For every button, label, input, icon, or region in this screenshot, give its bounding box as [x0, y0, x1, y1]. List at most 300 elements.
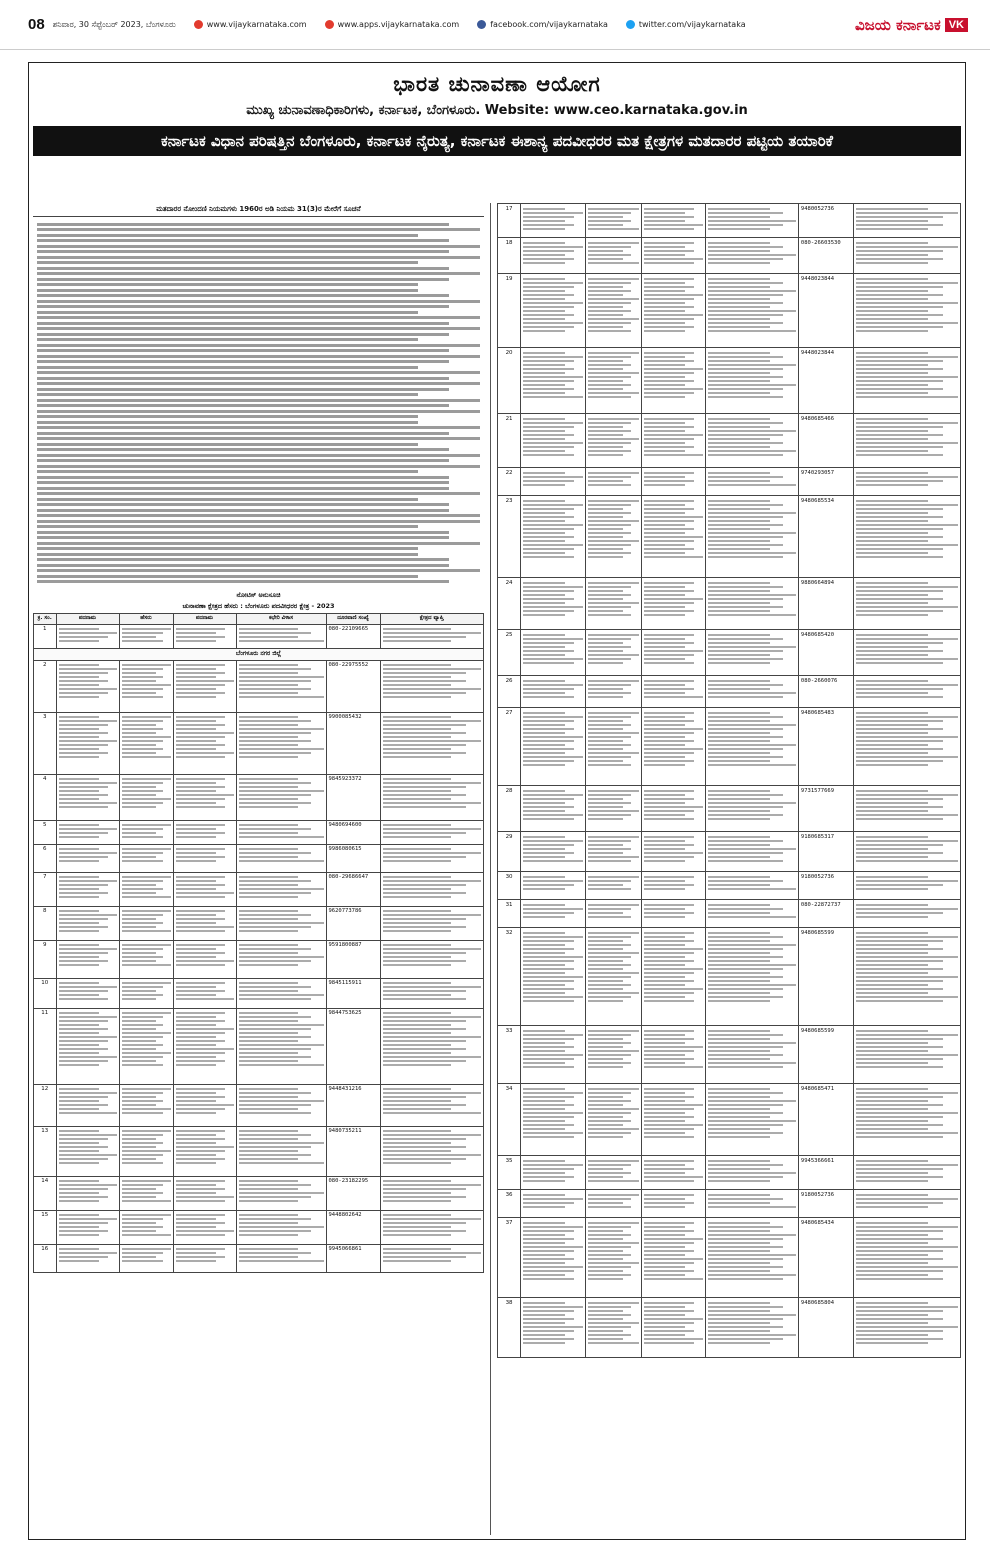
table-cell [706, 708, 799, 786]
table-cell [521, 1156, 586, 1190]
table-cell [173, 1126, 236, 1176]
globe-icon [194, 20, 203, 29]
district-label: ಬೆಂಗಳೂರು ನಗರ ಜಿಲ್ಲೆ [34, 648, 484, 660]
table-row [498, 1026, 961, 1084]
paragraph-text-line [37, 410, 480, 413]
paragraph-text-line [37, 558, 449, 561]
serial-number: 8 [34, 906, 57, 940]
paragraph-text-line [37, 393, 418, 396]
table-cell [706, 414, 799, 468]
phone-number: 9480685420 [798, 630, 854, 676]
phone-number: 9740293057 [798, 468, 854, 496]
phone-number: 9945066861 [326, 1244, 380, 1272]
phone-number: 9591800887 [326, 940, 380, 978]
table-cell [236, 820, 326, 844]
paragraph-text-line [37, 459, 449, 462]
paragraph-text-line [37, 509, 449, 512]
table-cell [641, 348, 706, 414]
twitter-link[interactable]: twitter.com/vijaykarnataka [626, 20, 746, 29]
paragraph-text-line [37, 575, 418, 578]
paragraph-text-line [37, 289, 418, 292]
table-cell [706, 832, 799, 872]
table-cell [173, 660, 236, 712]
paragraph-text-line [37, 239, 449, 242]
table-cell [56, 660, 119, 712]
table-cell [585, 1298, 641, 1358]
table-cell [585, 496, 641, 578]
paragraph-text-line [37, 256, 480, 259]
district-group-row [34, 648, 484, 660]
table-cell [521, 708, 586, 786]
paragraph-text-line [37, 250, 449, 253]
table-cell [854, 496, 961, 578]
table-cell [585, 832, 641, 872]
table-row [498, 872, 961, 900]
column-header: ದೂರವಾಣಿ ಸಂಖ್ಯೆ [326, 613, 380, 624]
table-cell [854, 274, 961, 348]
table-cell [173, 978, 236, 1008]
paragraph-text-line [37, 536, 449, 539]
paragraph-text-line [37, 432, 449, 435]
table-row [498, 578, 961, 630]
table-cell [119, 1176, 173, 1210]
table-cell [854, 348, 961, 414]
table-cell [706, 630, 799, 676]
column-header: ಕ್ಷೇತ್ರದ ವ್ಯಾಪ್ತಿ [380, 613, 484, 624]
serial-number: 30 [498, 872, 521, 900]
table-cell [56, 844, 119, 872]
column-header: ಹೆಸರು [119, 613, 173, 624]
phone-number: 080-22872737 [798, 900, 854, 928]
table-cell [521, 1190, 586, 1218]
table-cell [854, 786, 961, 832]
table-row [34, 1008, 484, 1084]
table-row [34, 1084, 484, 1126]
phone-number: 9180685317 [798, 832, 854, 872]
paragraph-text-line [37, 327, 480, 330]
table-row [34, 940, 484, 978]
phone-number: 9480685599 [798, 1026, 854, 1084]
table-cell [641, 1026, 706, 1084]
phone-number: 080-26603530 [798, 238, 854, 274]
paragraph-text-line [37, 437, 480, 440]
serial-number: 35 [498, 1156, 521, 1190]
table-row [498, 928, 961, 1026]
phone-number: 9480685599 [798, 928, 854, 1026]
phone-number: 080-29686647 [326, 872, 380, 906]
table-cell [585, 348, 641, 414]
phone-number: 9180052736 [798, 1190, 854, 1218]
table-cell [56, 906, 119, 940]
paragraph-text-line [37, 514, 480, 517]
paragraph-text-line [37, 223, 449, 226]
paragraph-text-line [37, 245, 480, 248]
table-cell [706, 900, 799, 928]
table-row [498, 274, 961, 348]
paragraph-text-line [37, 454, 480, 457]
table-row [498, 708, 961, 786]
table-cell [585, 1026, 641, 1084]
table-row [34, 820, 484, 844]
paragraph-text-line [37, 366, 418, 369]
phone-number: 9986080615 [326, 844, 380, 872]
table-row [34, 660, 484, 712]
table-cell [521, 1298, 586, 1358]
table-cell [854, 1218, 961, 1298]
table-cell [641, 1156, 706, 1190]
twitter-icon [626, 20, 635, 29]
paragraph-text-line [37, 349, 449, 352]
serial-number: 4 [34, 774, 57, 820]
table-cell [56, 872, 119, 906]
table-row [34, 624, 484, 648]
column-header: ಕಛೇರಿ ವಿಳಾಸ [236, 613, 326, 624]
table-cell [854, 900, 961, 928]
table-cell [854, 1298, 961, 1358]
table-row [498, 1156, 961, 1190]
table-cell [585, 1218, 641, 1298]
phone-number: 9845115911 [326, 978, 380, 1008]
table-cell [854, 1156, 961, 1190]
table-cell [119, 1008, 173, 1084]
paragraph-text-line [37, 569, 480, 572]
table-row [498, 676, 961, 708]
table-row [498, 204, 961, 238]
table-cell [173, 820, 236, 844]
serial-number: 29 [498, 832, 521, 872]
paragraph-text-line [37, 355, 480, 358]
paragraph-text-line [37, 404, 449, 407]
table-cell [380, 820, 484, 844]
serial-number: 36 [498, 1190, 521, 1218]
paragraph-text-line [37, 333, 449, 336]
serial-number: 25 [498, 630, 521, 676]
phone-number: 9480685804 [798, 1298, 854, 1358]
officers-table-right [497, 203, 961, 1358]
table-cell [380, 1126, 484, 1176]
table-cell [641, 1084, 706, 1156]
paragraph-text-line [37, 267, 449, 270]
table-row [498, 468, 961, 496]
table-cell [641, 1218, 706, 1298]
table-row [498, 348, 961, 414]
table-cell [521, 274, 586, 348]
table-cell [854, 1026, 961, 1084]
table-row [34, 872, 484, 906]
table-cell [173, 906, 236, 940]
serial-number: 38 [498, 1298, 521, 1358]
table-cell [706, 1156, 799, 1190]
paragraph-text-line [37, 272, 480, 275]
paragraph-text-line [37, 234, 418, 237]
phone-number: 080-22975552 [326, 660, 380, 712]
facebook-link[interactable]: facebook.com/vijaykarnataka [477, 20, 608, 29]
phone-number: 9480685483 [798, 708, 854, 786]
table-cell [854, 832, 961, 872]
phone-number: 9480052736 [798, 204, 854, 238]
serial-number: 12 [34, 1084, 57, 1126]
table-cell [380, 906, 484, 940]
table-cell [380, 712, 484, 774]
table-cell [585, 786, 641, 832]
serial-number: 15 [34, 1210, 57, 1244]
table-cell [236, 906, 326, 940]
table-cell [119, 940, 173, 978]
phone-number: 9845923372 [326, 774, 380, 820]
table-cell [706, 872, 799, 900]
table-cell [641, 238, 706, 274]
table-cell [641, 708, 706, 786]
table-row [34, 1126, 484, 1176]
table-cell [521, 1026, 586, 1084]
table-cell [173, 872, 236, 906]
table-cell [380, 978, 484, 1008]
table-cell [854, 238, 961, 274]
paragraph-text-line [37, 421, 418, 424]
newspaper-logo: ವಿಜಯ ಕರ್ನಾಟಕ VK [855, 16, 968, 34]
table-cell [236, 978, 326, 1008]
table-cell [641, 676, 706, 708]
paragraph-text-line [37, 261, 418, 264]
table-cell [706, 786, 799, 832]
left-column [33, 203, 491, 1535]
table-cell [706, 204, 799, 238]
table-cell [173, 1210, 236, 1244]
table-cell [173, 1008, 236, 1084]
table-cell [56, 624, 119, 648]
table-cell [854, 872, 961, 900]
table-cell [119, 844, 173, 872]
serial-number: 6 [34, 844, 57, 872]
table-cell [521, 238, 586, 274]
phone-number: 9448023844 [798, 348, 854, 414]
table-cell [236, 872, 326, 906]
table-cell [119, 660, 173, 712]
table-cell [173, 712, 236, 774]
serial-number: 26 [498, 676, 521, 708]
table-cell [641, 872, 706, 900]
serial-number: 19 [498, 274, 521, 348]
table-cell [641, 630, 706, 676]
table-cell [119, 774, 173, 820]
table-cell [521, 630, 586, 676]
paragraph-text-line [37, 382, 480, 385]
table-cell [236, 624, 326, 648]
table-cell [173, 844, 236, 872]
table-cell [56, 712, 119, 774]
table-cell [641, 496, 706, 578]
table-row [498, 900, 961, 928]
notice-paragraphs [33, 217, 484, 589]
table-cell [236, 1008, 326, 1084]
serial-number: 18 [498, 238, 521, 274]
table-cell [585, 708, 641, 786]
table-cell [119, 820, 173, 844]
table-row [498, 786, 961, 832]
paragraph-text-line [37, 377, 449, 380]
table-cell [641, 468, 706, 496]
website-link[interactable]: www.vijaykarnataka.com [194, 20, 307, 29]
table-cell [119, 1126, 173, 1176]
table-cell [854, 1084, 961, 1156]
table-cell [236, 844, 326, 872]
table-cell [521, 1218, 586, 1298]
table-cell [641, 928, 706, 1026]
serial-number: 37 [498, 1218, 521, 1298]
table-cell [521, 832, 586, 872]
phone-number: 9945366661 [798, 1156, 854, 1190]
table-cell [521, 786, 586, 832]
table-cell [236, 774, 326, 820]
phone-number: 9900085432 [326, 712, 380, 774]
constituency-heading: ಚುನಾವಣಾ ಕ್ಷೇತ್ರದ ಹೆಸರು : ಬೆಂಗಳೂರು ಪದವೀಧರರ ಕ್ಷೇತ್ರ - 2023 [182, 601, 335, 610]
paragraph-text-line [37, 487, 449, 490]
serial-number: 33 [498, 1026, 521, 1084]
paragraph-text-line [37, 580, 449, 583]
table-cell [236, 712, 326, 774]
table-row [498, 1298, 961, 1358]
table-cell [641, 414, 706, 468]
paragraph-text-line [37, 531, 449, 534]
paragraph-text-line [37, 388, 449, 391]
paragraph-text-line [37, 294, 449, 297]
issue-date: ಶನಿವಾರ, 30 ಸೆಪ್ಟೆಂಬರ್ 2023, ಬೆಂಗಳೂರು [52, 19, 176, 29]
serial-number: 28 [498, 786, 521, 832]
table-cell [585, 630, 641, 676]
notice-banner: ಕರ್ನಾಟಕ ವಿಧಾನ ಪರಿಷತ್ತಿನ ಬೆಂಗಳೂರು, ಕರ್ನಾಟಕ ನೈರುತ್ಯ, ಕರ್ನಾಟಕ ಈಶಾನ್ಯ ಪದವೀಧರರ ಮತ ಕ್ಷೇತ್ರಗಳ ಮತದಾರರ ಪಟ್ಟಿಯ ತಯಾರಿಕೆ [33, 126, 961, 156]
table-cell [854, 204, 961, 238]
serial-number: 27 [498, 708, 521, 786]
paragraph-text-line [37, 311, 418, 314]
paragraph-text-line [37, 492, 480, 495]
phone-number: 9480685534 [798, 496, 854, 578]
table-row [498, 1218, 961, 1298]
table-cell [641, 832, 706, 872]
table-cell [854, 414, 961, 468]
table-cell [854, 578, 961, 630]
phone-number: 9620773786 [326, 906, 380, 940]
paragraph-text-line [37, 547, 418, 550]
table-cell [236, 1176, 326, 1210]
serial-number: 5 [34, 820, 57, 844]
table-row [34, 712, 484, 774]
table-cell [521, 900, 586, 928]
serial-number: 9 [34, 940, 57, 978]
table-cell [119, 906, 173, 940]
election-notice [28, 62, 966, 1540]
phone-number: 9448802642 [326, 1210, 380, 1244]
serial-number: 3 [34, 712, 57, 774]
section-heading: ಮತದಾರರ ನೋಂದಣಿ ನಿಯಮಗಳು 1960ರ ಅಡಿ ನಿಯಮ 31(3)ರ ಮೇರೆಗೆ ಸೂಚನೆ [33, 203, 484, 217]
schedule-heading: ನೋಟಿಸ್ ಅನುಸೂಚಿ [236, 590, 281, 599]
table-cell [706, 496, 799, 578]
table-cell [56, 1244, 119, 1272]
table-row [34, 1210, 484, 1244]
table-cell [585, 1156, 641, 1190]
table-cell [119, 1210, 173, 1244]
serial-number: 11 [34, 1008, 57, 1084]
table-cell [380, 844, 484, 872]
table-cell [706, 1298, 799, 1358]
table-row [498, 238, 961, 274]
serial-number: 2 [34, 660, 57, 712]
app-icon [325, 20, 334, 29]
table-cell [585, 578, 641, 630]
masthead [0, 0, 990, 50]
paragraph-text-line [37, 371, 480, 374]
paragraph-text-line [37, 426, 480, 429]
paragraph-text-line [37, 322, 449, 325]
table-cell [585, 676, 641, 708]
table-cell [521, 348, 586, 414]
phone-number: 9480694600 [326, 820, 380, 844]
table-cell [380, 940, 484, 978]
table-cell [585, 900, 641, 928]
table-cell [706, 1190, 799, 1218]
table-cell [119, 978, 173, 1008]
table-cell [56, 940, 119, 978]
serial-number: 22 [498, 468, 521, 496]
table-cell [236, 1126, 326, 1176]
table-cell [521, 578, 586, 630]
table-cell [56, 1084, 119, 1126]
table-cell [641, 204, 706, 238]
table-cell [641, 1298, 706, 1358]
table-cell [119, 872, 173, 906]
table-cell [56, 820, 119, 844]
table-cell [585, 274, 641, 348]
table-cell [380, 624, 484, 648]
table-row [498, 1190, 961, 1218]
notice-title: ಭಾರತ ಚುನಾವಣಾ ಆಯೋಗ [393, 71, 601, 96]
table-row [34, 1244, 484, 1272]
paragraph-text-line [37, 443, 418, 446]
paragraph-text-line [37, 498, 418, 501]
table-cell [380, 872, 484, 906]
table-cell [706, 1218, 799, 1298]
table-cell [380, 1210, 484, 1244]
table-cell [173, 1244, 236, 1272]
table-cell [521, 676, 586, 708]
table-cell [521, 872, 586, 900]
paragraph-text-line [37, 300, 480, 303]
table-cell [706, 1084, 799, 1156]
table-cell [854, 1190, 961, 1218]
phone-number: 9448431216 [326, 1084, 380, 1126]
paragraph-text-line [37, 360, 449, 363]
serial-number: 34 [498, 1084, 521, 1156]
table-cell [706, 578, 799, 630]
table-cell [380, 1008, 484, 1084]
table-row [34, 978, 484, 1008]
table-cell [585, 238, 641, 274]
facebook-icon [477, 20, 486, 29]
serial-number: 13 [34, 1126, 57, 1176]
officers-table-left [33, 613, 484, 1273]
notice-subtitle: ಮುಖ್ಯ ಚುನಾವಣಾಧಿಕಾರಿಗಳು, ಕರ್ನಾಟಕ, ಬೆಂಗಳೂರು. Website: www.ceo.karnataka.gov.in [246, 103, 748, 118]
table-cell [119, 712, 173, 774]
table-cell [56, 1176, 119, 1210]
column-header: ಪದನಾಮ [173, 613, 236, 624]
paragraph-text-line [37, 448, 449, 451]
paragraph-text-line [37, 278, 449, 281]
paragraph-text-line [37, 283, 418, 286]
table-cell [173, 1176, 236, 1210]
paragraph-text-line [37, 228, 480, 231]
apps-link[interactable]: www.apps.vijaykarnataka.com [325, 20, 460, 29]
table-cell [236, 660, 326, 712]
table-cell [585, 1084, 641, 1156]
